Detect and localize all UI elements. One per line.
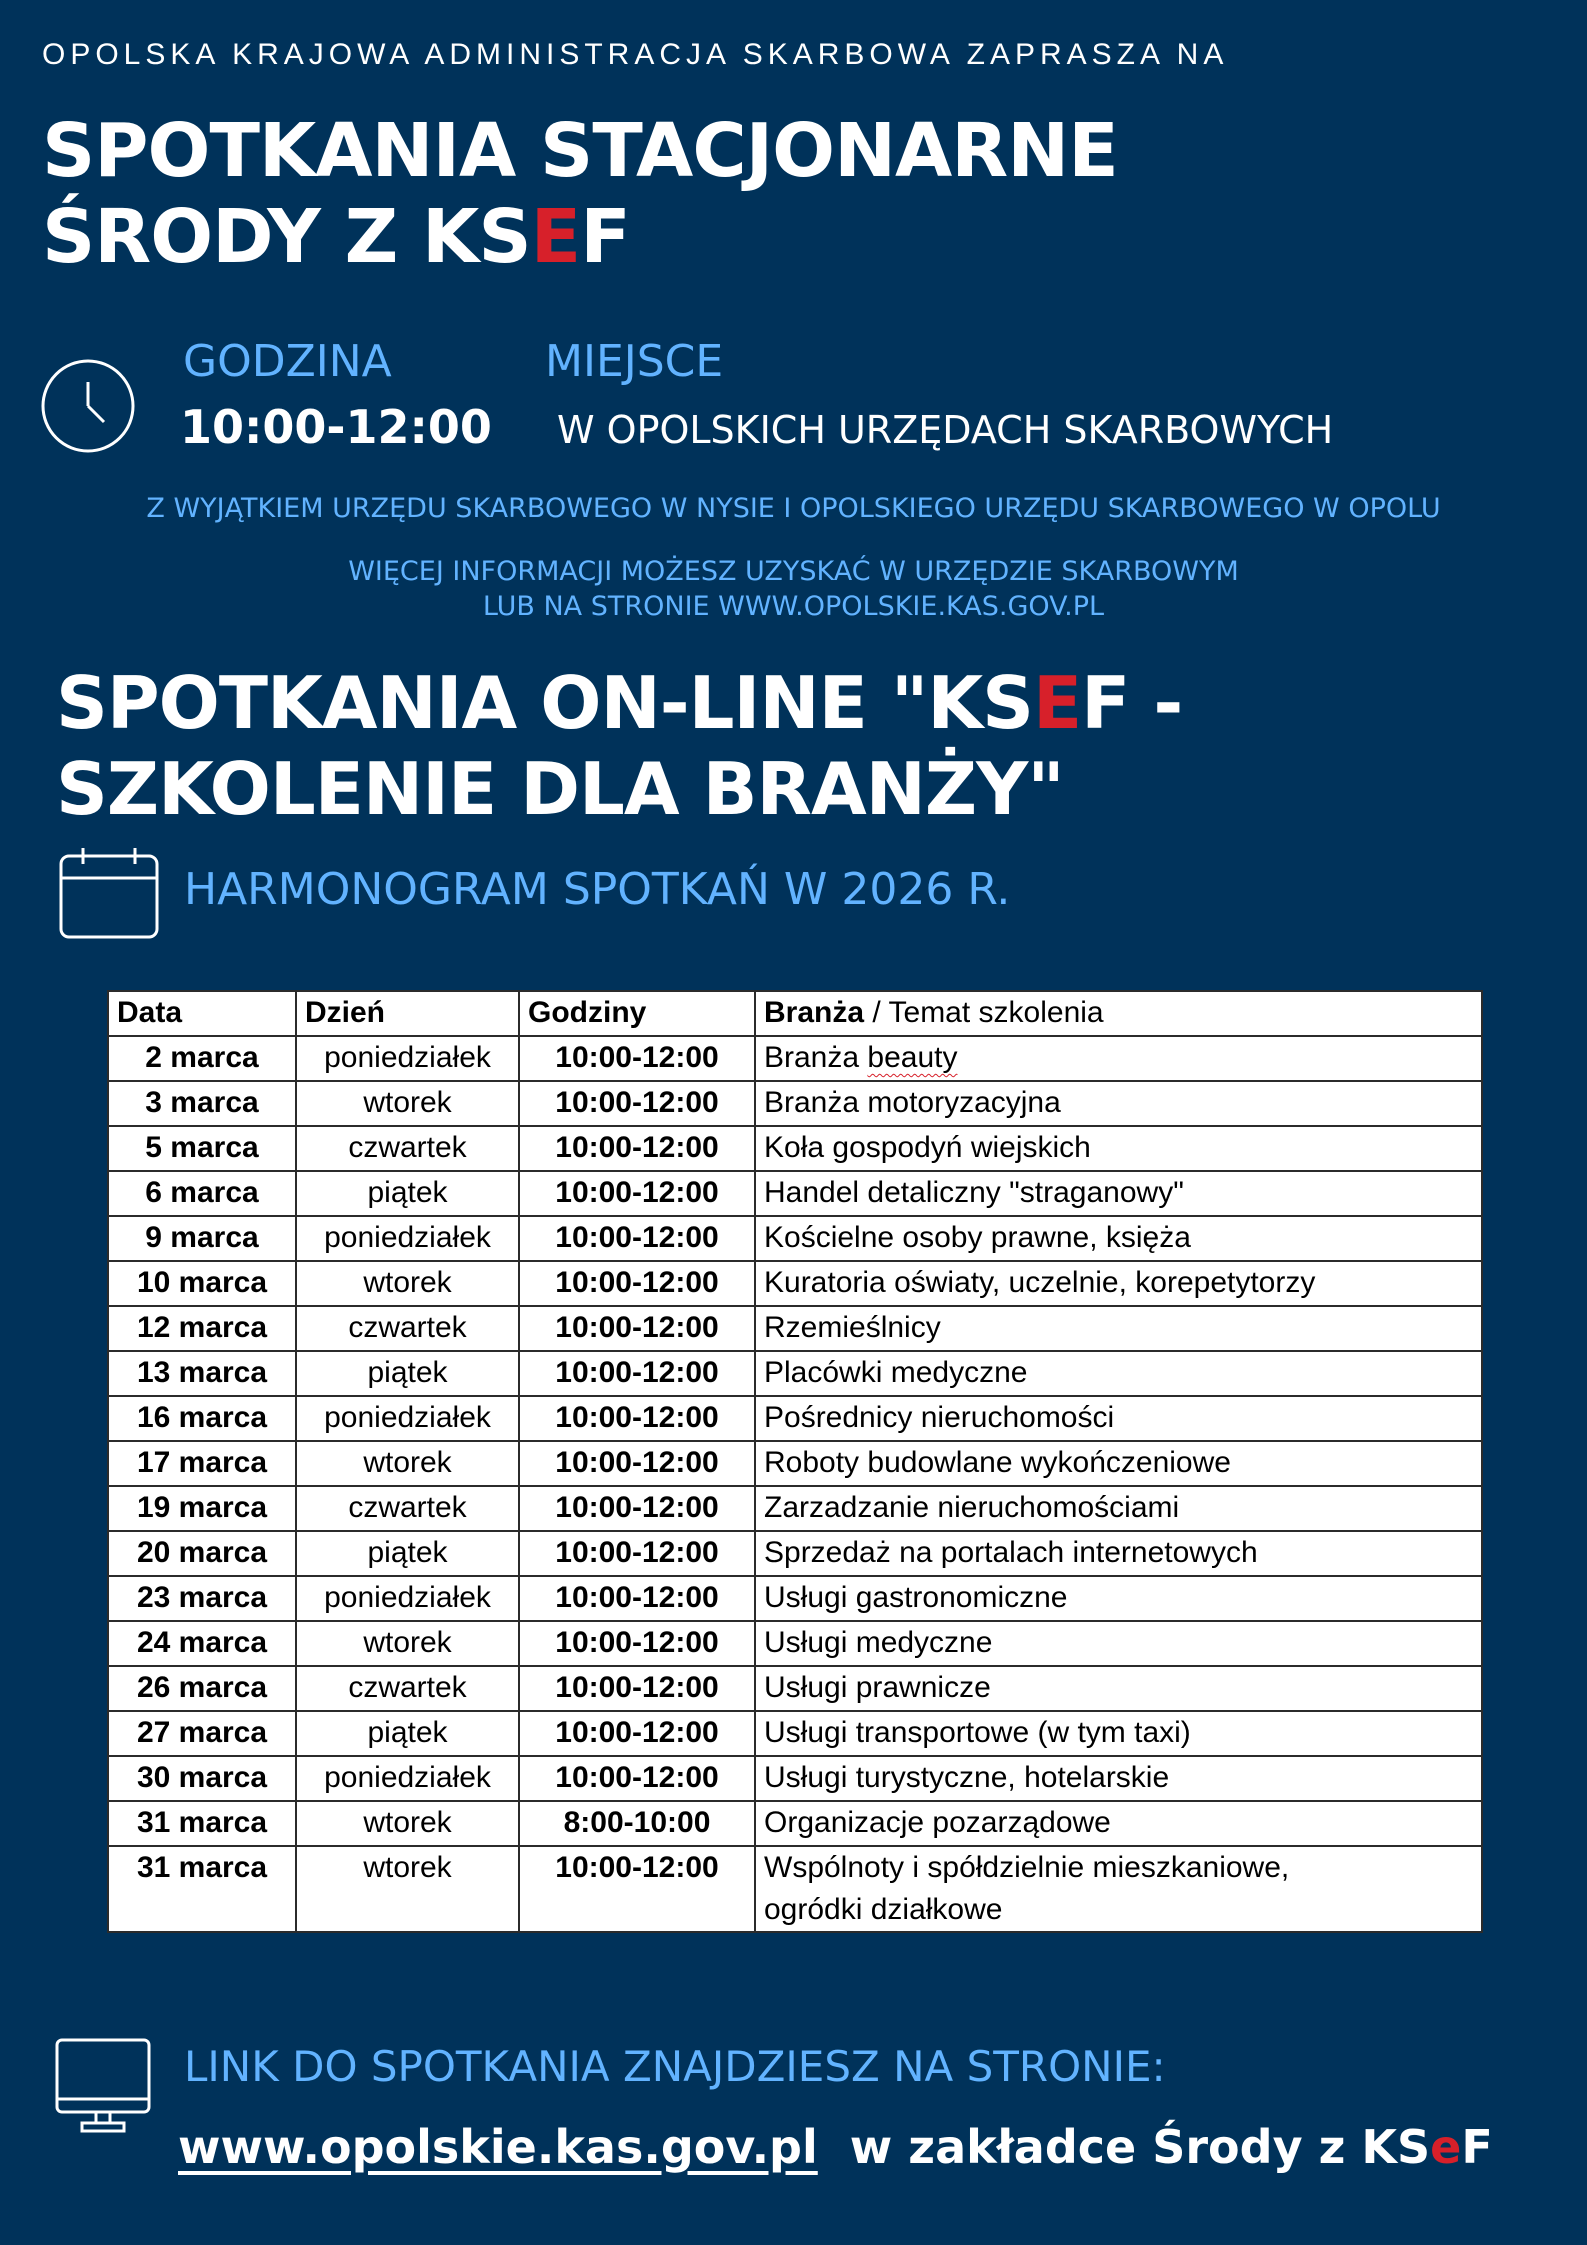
kicker-text: OPOLSKA KRAJOWA ADMINISTRACJA SKARBOWA ZAPRASZA NA	[42, 38, 1229, 71]
header-day: Dzień	[296, 991, 519, 1036]
cell-date: 31 marca	[108, 1801, 296, 1846]
info-line-1: WIĘCEJ INFORMACJI MOŻESZ UZYSKAĆ W URZĘDZIE SKARBOWYM	[348, 556, 1239, 587]
cell-topic: Usługi prawnicze	[755, 1666, 1482, 1711]
cell-hours: 10:00-12:00	[519, 1756, 755, 1801]
header-date: Data	[108, 991, 296, 1036]
table-row	[108, 1351, 1482, 1396]
cell-hours: 10:00-12:00	[519, 1711, 755, 1756]
cell-topic: Branża motoryzacyjna	[755, 1081, 1482, 1126]
cell-day: poniedziałek	[296, 1036, 519, 1081]
header-topic	[755, 991, 1482, 1036]
table-row	[108, 1126, 1482, 1171]
cell-topic: Usługi turystyczne, hotelarskie	[755, 1756, 1482, 1801]
table-row	[108, 1396, 1482, 1441]
cell-hours: 10:00-12:00	[519, 1351, 755, 1396]
cell-date: 23 marca	[108, 1576, 296, 1621]
header-topic-bold: Branża	[764, 996, 865, 1029]
cell-topic: Organizacje pozarządowe	[755, 1801, 1482, 1846]
stationary-title	[42, 108, 1118, 280]
exception-note: Z WYJĄTKIEM URZĘDU SKARBOWEGO W NYSIE I OPOLSKIEGO URZĘDU SKARBOWEGO W OPOLU	[146, 493, 1441, 524]
hour-value: 10:00-12:00	[180, 400, 492, 454]
cell-topic: Rzemieślnicy	[755, 1306, 1482, 1351]
stationary-title-line1: SPOTKANIA STACJONARNE	[42, 108, 1118, 194]
cell-hours: 10:00-12:00	[519, 1576, 755, 1621]
cell-topic: Usługi medyczne	[755, 1621, 1482, 1666]
cell-topic: Placówki medyczne	[755, 1351, 1482, 1396]
schedule-heading: HARMONOGRAM SPOTKAŃ W 2026 R.	[184, 864, 1011, 915]
cell-date: 9 marca	[108, 1216, 296, 1261]
cell-date: 27 marca	[108, 1711, 296, 1756]
cell-hours: 10:00-12:00	[519, 1531, 755, 1576]
cell-hours: 10:00-12:00	[519, 1081, 755, 1126]
cell-date: 16 marca	[108, 1396, 296, 1441]
cell-day: piątek	[296, 1171, 519, 1216]
cell-hours: 10:00-12:00	[519, 1666, 755, 1711]
cell-topic: Kuratoria oświaty, uczelnie, korepetytorzy	[755, 1261, 1482, 1306]
monitor-icon	[54, 2037, 152, 2135]
cell-day: czwartek	[296, 1486, 519, 1531]
table-row	[108, 1801, 1482, 1846]
table-row	[108, 1576, 1482, 1621]
cell-day: poniedziałek	[296, 1756, 519, 1801]
cell-date: 10 marca	[108, 1261, 296, 1306]
place-label: MIEJSCE	[545, 336, 724, 387]
online-title	[56, 660, 1182, 832]
cell-day: poniedziałek	[296, 1576, 519, 1621]
table-row	[108, 1711, 1482, 1756]
cell-day: wtorek	[296, 1261, 519, 1306]
table-row	[108, 1306, 1482, 1351]
cell-hours: 10:00-12:00	[519, 1306, 755, 1351]
tab-text-suffix: F	[1461, 2120, 1493, 2174]
table-row	[108, 1171, 1482, 1216]
cell-day: piątek	[296, 1531, 519, 1576]
cell-day: wtorek	[296, 1081, 519, 1126]
website-link[interactable]: www.opolskie.kas.gov.pl	[178, 2120, 818, 2174]
cell-day: wtorek	[296, 1801, 519, 1846]
table-row	[108, 1081, 1482, 1126]
table-header-row	[108, 991, 1482, 1036]
table-row	[108, 1441, 1482, 1486]
hour-label: GODZINA	[183, 336, 392, 387]
table-row	[108, 1846, 1482, 1932]
cell-hours: 10:00-12:00	[519, 1486, 755, 1531]
info-line-2: LUB NA STRONIE WWW.OPOLSKIE.KAS.GOV.PL	[482, 591, 1105, 622]
cell-date: 26 marca	[108, 1666, 296, 1711]
cell-topic: Sprzedaż na portalach internetowych	[755, 1531, 1482, 1576]
cell-date: 2 marca	[108, 1036, 296, 1081]
cell-topic: Usługi transportowe (w tym taxi)	[755, 1711, 1482, 1756]
cell-hours: 10:00-12:00	[519, 1441, 755, 1486]
header-hours: Godziny	[519, 991, 755, 1036]
table-row	[108, 1261, 1482, 1306]
tab-red-letter: e	[1430, 2120, 1462, 2174]
stationary-title-line2	[42, 194, 1118, 280]
cell-hours: 10:00-12:00	[519, 1171, 755, 1216]
header-topic-rest: / Temat szkolenia	[864, 996, 1104, 1029]
cell-topic: Usługi gastronomiczne	[755, 1576, 1482, 1621]
cell-date: 24 marca	[108, 1621, 296, 1666]
cell-hours: 10:00-12:00	[519, 1846, 755, 1932]
cell-topic: Zarzadzanie nieruchomościami	[755, 1486, 1482, 1531]
table-row	[108, 1756, 1482, 1801]
cell-hours: 8:00-10:00	[519, 1801, 755, 1846]
cell-date: 30 marca	[108, 1756, 296, 1801]
cell-day: wtorek	[296, 1441, 519, 1486]
table-row	[108, 1621, 1482, 1666]
table-row	[108, 1036, 1482, 1081]
title-text: SPOTKANIA ON-LINE "KS	[56, 661, 1033, 745]
cell-hours: 10:00-12:00	[519, 1216, 755, 1261]
cell-day: piątek	[296, 1351, 519, 1396]
cell-hours: 10:00-12:00	[519, 1126, 755, 1171]
cell-day: czwartek	[296, 1306, 519, 1351]
title-red-letter: E	[1032, 661, 1082, 745]
table-row	[108, 1531, 1482, 1576]
online-title-line2: SZKOLENIE DLA BRANŻY"	[56, 747, 1064, 831]
cell-date: 31 marca	[108, 1846, 296, 1932]
title-text: ŚRODY Z KS	[42, 194, 531, 280]
cell-day: poniedziałek	[296, 1396, 519, 1441]
cell-topic: Handel detaliczny "straganowy"	[755, 1171, 1482, 1216]
table-row	[108, 1216, 1482, 1261]
title-text: F	[580, 194, 630, 280]
cell-date: 3 marca	[108, 1081, 296, 1126]
cell-topic: Pośrednicy nieruchomości	[755, 1396, 1482, 1441]
cell-day: wtorek	[296, 1846, 519, 1932]
cell-hours: 10:00-12:00	[519, 1396, 755, 1441]
calendar-icon	[58, 846, 160, 940]
cell-topic: Roboty budowlane wykończeniowe	[755, 1441, 1482, 1486]
cell-date: 12 marca	[108, 1306, 296, 1351]
title-red-letter: E	[530, 194, 581, 280]
spellcheck-flagged-word: beauty	[867, 1041, 958, 1074]
topic-text: Branża	[764, 1041, 868, 1074]
cell-day: poniedziałek	[296, 1216, 519, 1261]
online-title-line1	[56, 660, 1182, 746]
topic-line-1: Wspólnoty i spółdzielnie mieszkaniowe,	[764, 1851, 1290, 1884]
cell-date: 13 marca	[108, 1351, 296, 1396]
cell-topic: Kościelne osoby prawne, księża	[755, 1216, 1482, 1261]
place-value: W OPOLSKICH URZĘDACH SKARBOWYCH	[557, 408, 1334, 452]
link-line	[178, 2120, 1493, 2174]
cell-hours: 10:00-12:00	[519, 1036, 755, 1081]
cell-day: piątek	[296, 1711, 519, 1756]
title-text: F -	[1081, 661, 1183, 745]
cell-day: czwartek	[296, 1126, 519, 1171]
clock-icon	[40, 358, 136, 454]
cell-day: czwartek	[296, 1666, 519, 1711]
schedule-table	[107, 990, 1483, 1933]
cell-topic	[755, 1036, 1482, 1081]
cell-day: wtorek	[296, 1621, 519, 1666]
cell-date: 17 marca	[108, 1441, 296, 1486]
cell-hours: 10:00-12:00	[519, 1261, 755, 1306]
cell-topic	[755, 1846, 1482, 1932]
tab-text: w zakładce Środy z KS	[817, 2120, 1431, 2174]
cell-date: 19 marca	[108, 1486, 296, 1531]
table-row	[108, 1666, 1482, 1711]
cell-date: 20 marca	[108, 1531, 296, 1576]
cell-date: 6 marca	[108, 1171, 296, 1216]
cell-hours: 10:00-12:00	[519, 1621, 755, 1666]
table-row	[108, 1486, 1482, 1531]
cell-date: 5 marca	[108, 1126, 296, 1171]
link-label: LINK DO SPOTKANIA ZNAJDZIESZ NA STRONIE:	[184, 2042, 1166, 2091]
cell-topic: Koła gospodyń wiejskich	[755, 1126, 1482, 1171]
topic-line-2: ogródki działkowe	[764, 1893, 1003, 1926]
